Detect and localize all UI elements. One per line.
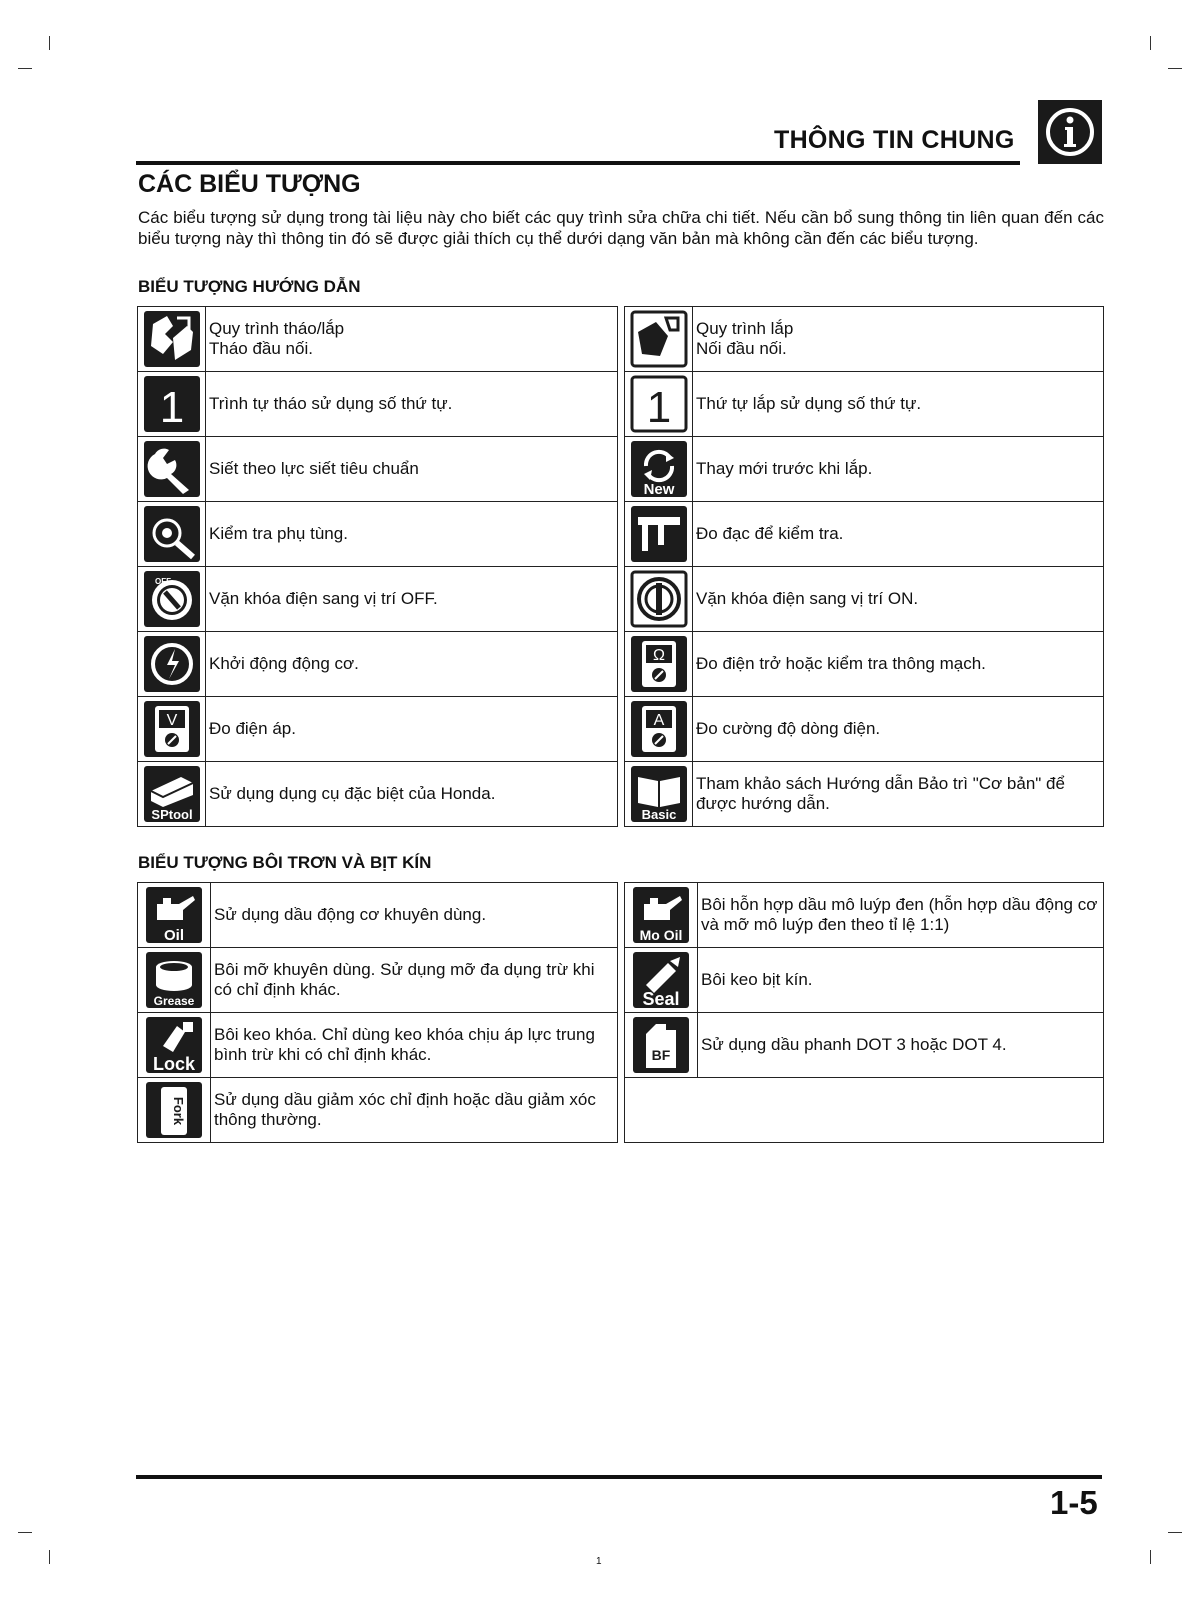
symbol-icon-cell: [625, 1013, 698, 1078]
symbol-icon-cell: [625, 567, 693, 632]
fork-oil-icon: [145, 1081, 203, 1139]
symbol-icon-cell: [138, 632, 206, 697]
symbol-description: Vặn khóa điện sang vị trí ON.: [693, 567, 1104, 632]
ammeter-icon: [630, 700, 688, 758]
symbol-description: Thay mới trước khi lắp.: [693, 437, 1104, 502]
header-rule: [136, 161, 1020, 165]
symbol-row: [138, 437, 1104, 502]
symbol-row: [138, 1078, 1104, 1143]
symbol-icon-cell: [138, 437, 206, 502]
page-number: 1-5: [1050, 1484, 1098, 1521]
symbol-description: Quy trình tháo/lắp Tháo đầu nối.: [206, 307, 618, 372]
symbol-icon-cell: [625, 307, 693, 372]
symbol-description: Sử dụng dầu giảm xóc chỉ định hoặc dầu giảm xóc thông thường.: [211, 1078, 618, 1143]
symbol-description: Đo đạc để kiểm tra.: [693, 502, 1104, 567]
symbol-icon-cell: [138, 697, 206, 762]
symbol-description: Bôi hỗn hợp dầu mô luýp đen (hỗn hợp dầu động cơ và mỡ mô luýp đen theo tỉ lệ 1:1): [698, 883, 1104, 948]
svg-text:Basic: Basic: [641, 807, 676, 822]
crop-mark: [49, 1550, 50, 1564]
intro-paragraph: Các biểu tượng sử dụng trong tài liệu này cho biết các quy trình sửa chữa chi tiết. Nếu cần bổ sung thông tin liên quan đến các biểu tượng này thì thông tin đó sẽ được giải thích cụ thể dưới dạng văn bản mà không cần đến các biểu tượng.: [138, 208, 1104, 248]
lock-icon: [145, 1016, 203, 1074]
svg-text:OFF: OFF: [154, 577, 171, 586]
column-gap: [618, 1013, 625, 1078]
svg-text:Mo Oil: Mo Oil: [639, 927, 683, 943]
ohmmeter-icon: [630, 635, 688, 693]
crop-mark: [1150, 1550, 1151, 1564]
crop-mark: [1168, 68, 1182, 69]
symbol-row: [138, 883, 1104, 948]
symbol-icon-cell: [625, 697, 693, 762]
symbol-description: Khởi động động cơ.: [206, 632, 618, 697]
symbol-icon-cell: [138, 567, 206, 632]
symbol-row: [138, 372, 1104, 437]
lube-symbols-table: [137, 882, 1104, 1143]
symbol-description: Trình tự tháo sử dụng số thứ tự.: [206, 372, 618, 437]
footer-rule: [136, 1475, 1102, 1479]
symbol-description: Sử dụng dụng cụ đặc biệt của Honda.: [206, 762, 618, 827]
symbol-icon-cell: [138, 307, 206, 372]
symbol-row: [138, 762, 1104, 827]
symbol-icon-cell: [625, 883, 698, 948]
oil-can-icon: [145, 886, 203, 944]
column-gap: [618, 762, 625, 827]
engine-start-icon: [143, 635, 201, 693]
small-page-mark: 1: [596, 1556, 602, 1567]
symbol-description: Quy trình lắp Nối đầu nối.: [693, 307, 1104, 372]
symbol-row: [138, 1013, 1104, 1078]
seal-icon: [632, 951, 690, 1009]
voltmeter-icon: [143, 700, 201, 758]
svg-text:Grease: Grease: [153, 994, 195, 1008]
symbol-icon-cell: [138, 1013, 211, 1078]
special-tool-icon: [143, 765, 201, 823]
column-gap: [618, 502, 625, 567]
crop-mark: [18, 68, 32, 69]
wrench-icon: [143, 440, 201, 498]
crop-mark: [18, 1532, 32, 1533]
svg-text:SPtool: SPtool: [150, 807, 193, 822]
symbol-description: Sử dụng dầu phanh DOT 3 hoặc DOT 4.: [698, 1013, 1104, 1078]
column-gap: [618, 307, 625, 372]
svg-text:1: 1: [646, 383, 671, 432]
mo-oil-icon: [632, 886, 690, 944]
number-one-white-icon: [630, 375, 688, 433]
symbol-row: [138, 567, 1104, 632]
crop-mark: [1168, 1532, 1182, 1533]
symbol-row: [138, 307, 1104, 372]
symbol-description: Vặn khóa điện sang vị trí OFF.: [206, 567, 618, 632]
svg-text:Lock: Lock: [152, 1054, 196, 1074]
svg-text:BF: BF: [651, 1047, 671, 1063]
empty-cell: [625, 1078, 1104, 1143]
symbol-row: [138, 632, 1104, 697]
basic-manual-icon: [630, 765, 688, 823]
column-gap: [618, 1078, 625, 1143]
svg-text:Fork: Fork: [171, 1096, 186, 1126]
symbol-icon-cell: [138, 1078, 211, 1143]
symbol-description: Bôi keo khóa. Chỉ dùng keo khóa chịu áp lực trung bình trừ khi có chỉ định khác.: [211, 1013, 618, 1078]
info-icon: [1038, 100, 1102, 164]
svg-text:1: 1: [159, 383, 184, 432]
svg-text:New: New: [643, 481, 674, 498]
column-gap: [618, 437, 625, 502]
disassembly-icon: [143, 310, 201, 368]
grease-icon: [145, 951, 203, 1009]
column-gap: [618, 948, 625, 1013]
symbol-description: Siết theo lực siết tiêu chuẩn: [206, 437, 618, 502]
caliper-icon: [630, 505, 688, 563]
symbol-description: Thứ tự lắp sử dụng số thứ tự.: [693, 372, 1104, 437]
column-gap: [618, 372, 625, 437]
symbol-icon-cell: [138, 372, 206, 437]
svg-text:V: V: [166, 712, 177, 729]
symbol-icon-cell: [625, 632, 693, 697]
crop-mark: [49, 36, 50, 50]
section-title: CÁC BIỂU TƯỢNG: [138, 170, 361, 198]
svg-text:Seal: Seal: [642, 989, 680, 1009]
column-gap: [618, 883, 625, 948]
symbol-description: Bôi mỡ khuyên dùng. Sử dụng mỡ đa dụng trừ khi có chỉ định khác.: [211, 948, 618, 1013]
header-title: THÔNG TIN CHUNG: [774, 126, 1015, 154]
symbol-description: Đo điện trở hoặc kiểm tra thông mạch.: [693, 632, 1104, 697]
ignition-on-icon: [630, 570, 688, 628]
svg-text:Ω: Ω: [652, 647, 665, 664]
symbol-icon-cell: [138, 883, 211, 948]
guide-symbols-table: [137, 306, 1104, 827]
ignition-off-icon: [143, 570, 201, 628]
symbol-description: Sử dụng dầu động cơ khuyên dùng.: [211, 883, 618, 948]
symbol-icon-cell: [625, 502, 693, 567]
symbol-description: Đo cường độ dòng điện.: [693, 697, 1104, 762]
new-part-icon: [630, 440, 688, 498]
lube-heading: BIỂU TƯỢNG BÔI TRƠN VÀ BỊT KÍN: [138, 853, 432, 872]
symbol-row: [138, 502, 1104, 567]
symbol-icon-cell: [138, 502, 206, 567]
symbol-row: [138, 697, 1104, 762]
brake-fluid-icon: [632, 1016, 690, 1074]
column-gap: [618, 632, 625, 697]
svg-text:Oil: Oil: [163, 927, 185, 944]
symbol-description: Bôi keo bịt kín.: [698, 948, 1104, 1013]
symbol-icon-cell: [138, 762, 206, 827]
symbol-description: Đo điện áp.: [206, 697, 618, 762]
svg-text:A: A: [653, 712, 664, 729]
column-gap: [618, 567, 625, 632]
symbol-icon-cell: [625, 762, 693, 827]
number-one-black-icon: [143, 375, 201, 433]
symbol-icon-cell: [625, 372, 693, 437]
inspect-magnifier-icon: [143, 505, 201, 563]
guide-heading: BIỂU TƯỢNG HƯỚNG DẪN: [138, 277, 361, 296]
symbol-icon-cell: [625, 437, 693, 502]
symbol-description: Kiểm tra phụ tùng.: [206, 502, 618, 567]
column-gap: [618, 697, 625, 762]
crop-mark: [1150, 36, 1151, 50]
symbol-icon-cell: [138, 948, 211, 1013]
assembly-icon: [630, 310, 688, 368]
symbol-description: Tham khảo sách Hướng dẫn Bảo trì "Cơ bản" để được hướng dẫn.: [693, 762, 1104, 827]
symbol-icon-cell: [625, 948, 698, 1013]
symbol-row: [138, 948, 1104, 1013]
